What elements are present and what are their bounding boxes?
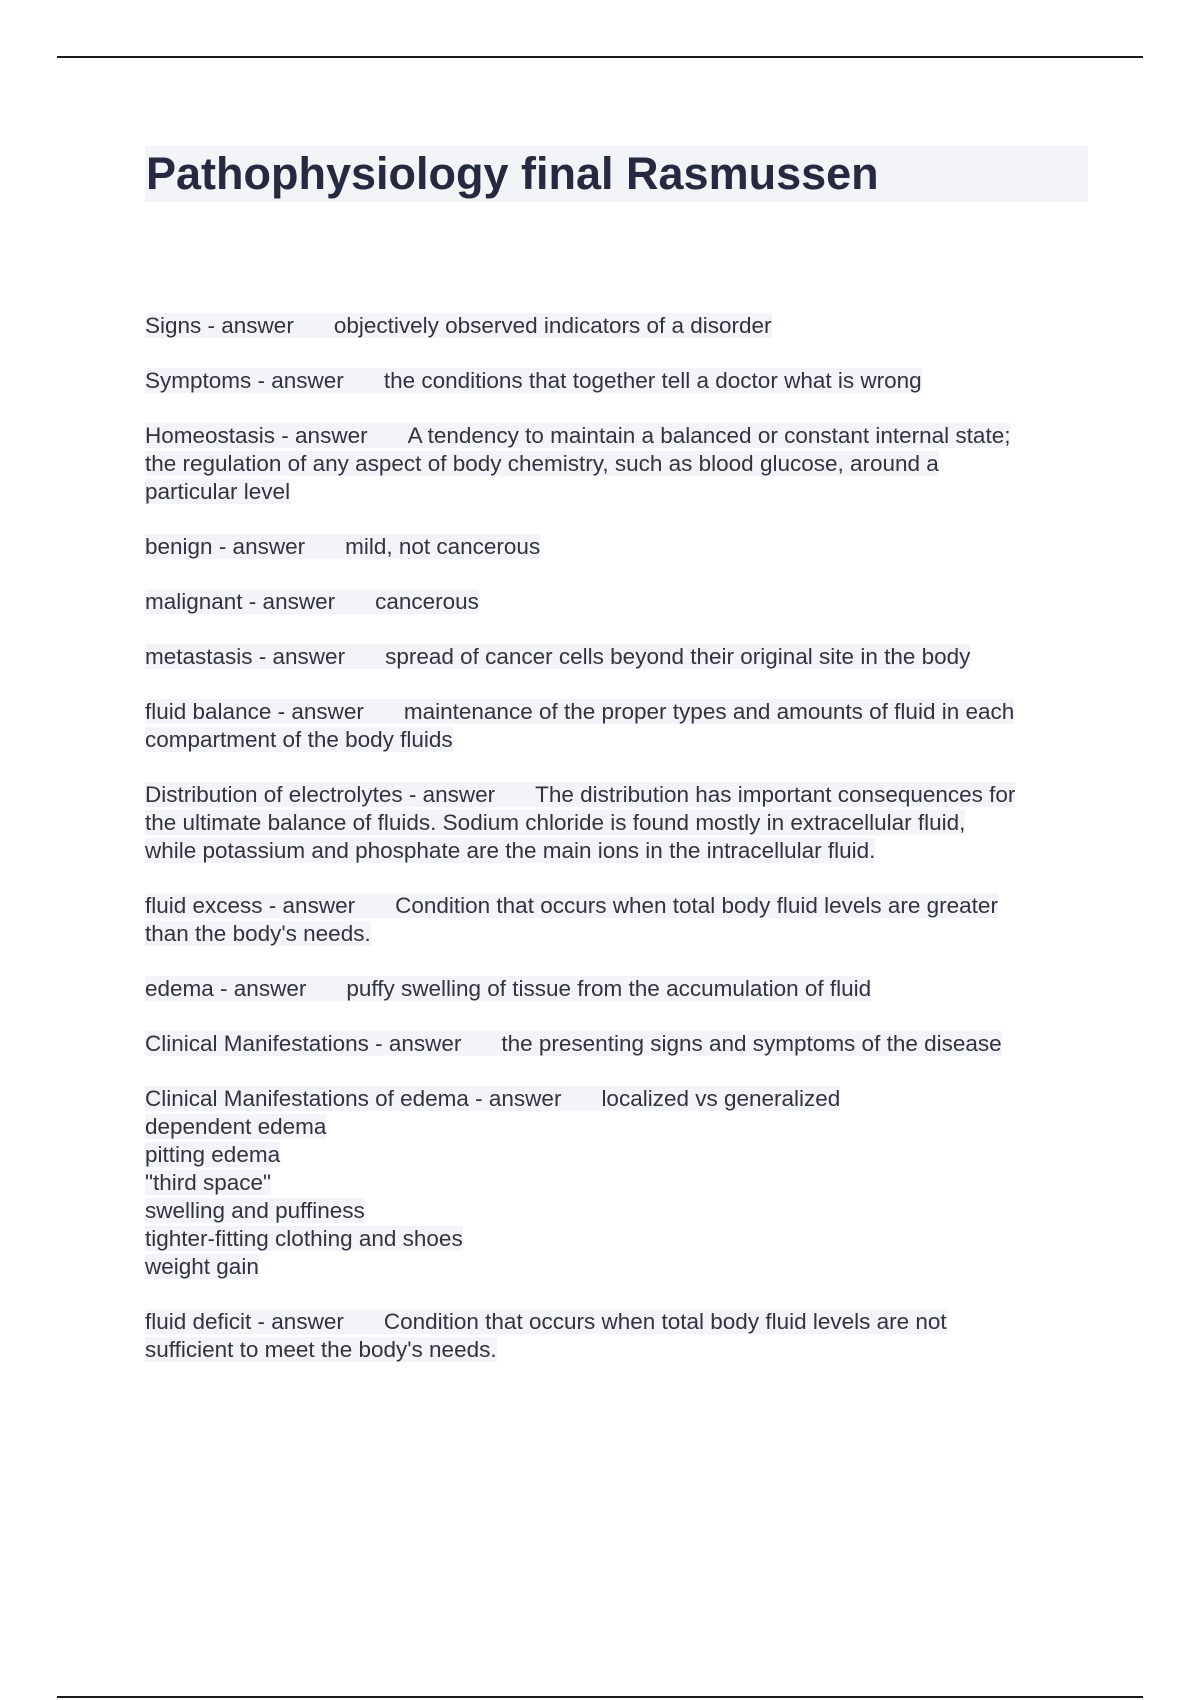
- entry-term: metastasis - answer: [145, 644, 346, 669]
- entry-definition: sufficient to meet the body's needs.: [145, 1337, 497, 1362]
- entry-definition: the ultimate balance of fluids. Sodium chloride is found mostly in extracellular fluid,: [145, 810, 966, 835]
- entry-definition: particular level: [145, 479, 291, 504]
- entry-line-highlight: [145, 976, 871, 1001]
- flashcard-entry: [145, 588, 1085, 616]
- entry-term: Symptoms - answer: [145, 368, 344, 393]
- entry-first-line: [145, 1308, 1085, 1336]
- entry-term: Distribution of electrolytes - answer: [145, 782, 496, 807]
- entry-continuation-line: [145, 920, 1085, 948]
- entry-first-line: [145, 422, 1085, 450]
- entry-definition: The distribution has important consequences for: [535, 782, 1016, 807]
- entry-term: Clinical Manifestations - answer: [145, 1031, 462, 1056]
- entry-definition: Condition that occurs when total body fluid levels are not: [383, 1309, 947, 1334]
- flashcard-entry: [145, 1308, 1085, 1364]
- entry-line-highlight: [145, 699, 1014, 724]
- entry-definition: swelling and puffiness: [145, 1198, 365, 1223]
- entry-definition: maintenance of the proper types and amounts of fluid in each: [403, 699, 1015, 724]
- entry-line-highlight: [145, 644, 970, 669]
- entry-first-line: [145, 312, 1085, 340]
- entry-definition: Condition that occurs when total body fluid levels are greater: [395, 893, 998, 918]
- entry-line-highlight: [145, 1086, 840, 1111]
- entry-line-highlight: [145, 368, 922, 393]
- entry-continuation-line: [145, 1336, 1085, 1364]
- entry-line-highlight: [145, 1031, 1002, 1056]
- entry-definition: spread of cancer cells beyond their original site in the body: [385, 644, 971, 669]
- title-block: [145, 146, 1088, 202]
- entry-term: malignant - answer: [145, 589, 336, 614]
- entry-line-highlight: [145, 838, 875, 863]
- entry-line-highlight: [145, 1114, 326, 1139]
- entry-line-highlight: [145, 423, 1010, 448]
- entry-continuation-line: [145, 809, 1085, 837]
- flashcard-list: [145, 312, 1085, 1391]
- entry-definition: dependent edema: [145, 1114, 327, 1139]
- entry-line-highlight: [145, 589, 479, 614]
- bottom-rule: [57, 1696, 1143, 1698]
- entry-line-highlight: [145, 1337, 497, 1362]
- flashcard-entry: [145, 312, 1085, 340]
- entry-first-line: [145, 643, 1085, 671]
- entry-term: Signs - answer: [145, 313, 294, 338]
- entry-continuation-line: [145, 1197, 1085, 1225]
- entry-continuation-line: [145, 1225, 1085, 1253]
- entry-definition: weight gain: [145, 1254, 259, 1279]
- entry-definition: while potassium and phosphate are the main ions in the intracellular fluid.: [145, 838, 876, 863]
- entry-continuation-line: [145, 726, 1085, 754]
- entry-term: Homeostasis - answer: [145, 423, 368, 448]
- entry-continuation-line: [145, 450, 1085, 478]
- flashcard-entry: [145, 533, 1085, 561]
- entry-continuation-line: [145, 837, 1085, 865]
- entry-first-line: [145, 892, 1085, 920]
- entry-term: Clinical Manifestations of edema - answer: [145, 1086, 562, 1111]
- entry-line-highlight: [145, 810, 965, 835]
- entry-line-highlight: [145, 479, 290, 504]
- entry-line-highlight: [145, 313, 772, 338]
- entry-line-highlight: [145, 1198, 365, 1223]
- entry-line-highlight: [145, 534, 540, 559]
- entry-term: edema - answer: [145, 976, 307, 1001]
- entry-first-line: [145, 1085, 1085, 1113]
- flashcard-entry: [145, 698, 1085, 754]
- entry-definition: the conditions that together tell a doctor what is wrong: [383, 368, 922, 393]
- entry-first-line: [145, 975, 1085, 1003]
- entry-line-highlight: [145, 1170, 271, 1195]
- entry-line-highlight: [145, 727, 453, 752]
- entry-line-highlight: [145, 1254, 259, 1279]
- entry-line-highlight: [145, 1142, 280, 1167]
- entry-definition: pitting edema: [145, 1142, 281, 1167]
- entry-term: benign - answer: [145, 534, 306, 559]
- entry-first-line: [145, 367, 1085, 395]
- entry-definition: the regulation of any aspect of body chemistry, such as blood glucose, around a: [145, 451, 939, 476]
- page-title: Pathophysiology final Rasmussen: [146, 148, 879, 199]
- entry-term: fluid deficit - answer: [145, 1309, 344, 1334]
- flashcard-entry: [145, 422, 1085, 506]
- entry-continuation-line: [145, 1141, 1085, 1169]
- entry-line-highlight: [145, 893, 998, 918]
- flashcard-entry: [145, 1030, 1085, 1058]
- entry-definition: mild, not cancerous: [345, 534, 541, 559]
- entry-first-line: [145, 533, 1085, 561]
- flashcard-entry: [145, 892, 1085, 948]
- top-rule: [57, 56, 1143, 58]
- entry-line-highlight: [145, 1226, 463, 1251]
- entry-continuation-line: [145, 478, 1085, 506]
- entry-definition: "third space": [145, 1170, 272, 1195]
- entry-first-line: [145, 698, 1085, 726]
- entry-definition: puffy swelling of tissue from the accumulation of fluid: [346, 976, 872, 1001]
- entry-definition: compartment of the body fluids: [145, 727, 453, 752]
- entry-continuation-line: [145, 1169, 1085, 1197]
- entry-line-highlight: [145, 1309, 947, 1334]
- entry-line-highlight: [145, 921, 371, 946]
- entry-term: fluid excess - answer: [145, 893, 356, 918]
- flashcard-entry: [145, 975, 1085, 1003]
- entry-definition: the presenting signs and symptoms of the disease: [501, 1031, 1002, 1056]
- entry-continuation-line: [145, 1253, 1085, 1281]
- entry-term: fluid balance - answer: [145, 699, 364, 724]
- flashcard-entry: [145, 781, 1085, 865]
- entry-continuation-line: [145, 1113, 1085, 1141]
- flashcard-entry: [145, 1085, 1085, 1281]
- entry-definition: than the body's needs.: [145, 921, 371, 946]
- entry-first-line: [145, 1030, 1085, 1058]
- entry-first-line: [145, 781, 1085, 809]
- entry-line-highlight: [145, 782, 1015, 807]
- entry-definition: objectively observed indicators of a disorder: [333, 313, 772, 338]
- entry-line-highlight: [145, 451, 939, 476]
- entry-definition: tighter-fitting clothing and shoes: [145, 1226, 463, 1251]
- entry-first-line: [145, 588, 1085, 616]
- entry-definition: A tendency to maintain a balanced or constant internal state;: [407, 423, 1011, 448]
- flashcard-entry: [145, 367, 1085, 395]
- flashcard-entry: [145, 643, 1085, 671]
- entry-definition: cancerous: [375, 589, 479, 614]
- entry-definition: localized vs generalized: [601, 1086, 841, 1111]
